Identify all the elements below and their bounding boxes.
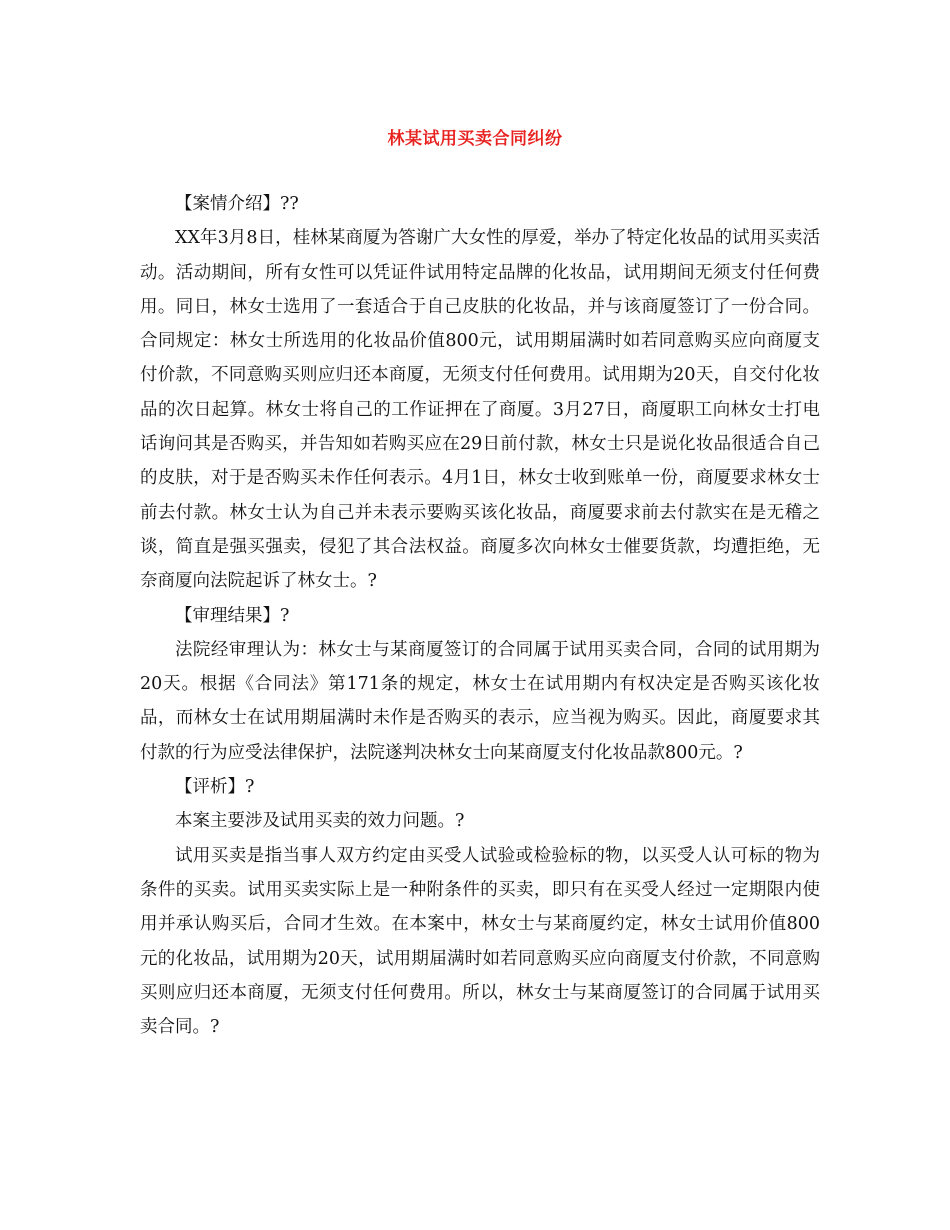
section-heading-analysis: 【评析】? bbox=[175, 777, 255, 798]
document-title: 林某试用买卖合同纠纷 bbox=[387, 129, 563, 149]
paragraph-analysis-body: 试用买卖是指当事人双方约定由买受人试验或检验标的物，以买受人认可标的物为条件的买卖。试用买卖实际上是一种附条件的买卖，即只有在买受人经过一定期限内使用并承认购买后，合同才生效。在本案中，林女士与某商厦约定，林女士试用价值800元的化妆品，试用期为20天，试用期届满时如若同意购买应向商厦支付价款，不同意购买则应归还本商厦，无须支付任何费用。所以，林女士与某商厦签订的合同属于试用买卖合同。? bbox=[140, 845, 820, 1038]
paragraph-analysis-intro: 本案主要涉及试用买卖的效力问题。? bbox=[175, 811, 465, 832]
paragraph-trial-result: 法院经审理认为：林女士与某商厦签订的合同属于试用买卖合同，合同的试用期为20天。根据《合同法》第171条的规定，林女士在试用期内有权决定是否购买该化妆品，而林女士在试用期届满时未作是否购买的表示，应当视为购买。因此，商厦要求其付款的行为应受法律保护，法院遂判决林女士向某商厦支付化妆品款800元。? bbox=[140, 639, 820, 763]
paragraph-case-description: XX年3月8日，桂林某商厦为答谢广大女性的厚爱，举办了特定化妆品的试用买卖活动。活动期间，所有女性可以凭证件试用特定品牌的化妆品，试用期间无须支付任何费用。同日，林女士选用了一套适合于自己皮肤的化妆品，并与该商厦签订了一份合同。合同规定：林女士所选用的化妆品价值800元，试用期届满时如若同意购买应向商厦支付价款，不同意购买则应归还本商厦，无须支付任何费用。试用期为20天，自交付化妆品的次日起算。林女士将自己的工作证押在了商厦。3月27日，商厦职工向林女士打电话询问其是否购买，并告知如若购买应在29日前付款，林女士只是说化妆品很适合自己的皮肤，对于是否购买未作任何表示。4月1日，林女士收到账单一份，商厦要求林女士前去付款。林女士认为自己并未表示要购买该化妆品，商厦要求前去付款实在是无稽之谈，简直是强买强卖，侵犯了其合法权益。商厦多次向林女士催要货款，均遭拒绝，无奈商厦向法院起诉了林女士。? bbox=[140, 228, 820, 592]
section-heading-trial-result: 【审理结果】? bbox=[175, 605, 290, 626]
document-body bbox=[140, 187, 820, 1044]
section-heading-case-intro: 【案情介绍】?? bbox=[175, 194, 299, 214]
